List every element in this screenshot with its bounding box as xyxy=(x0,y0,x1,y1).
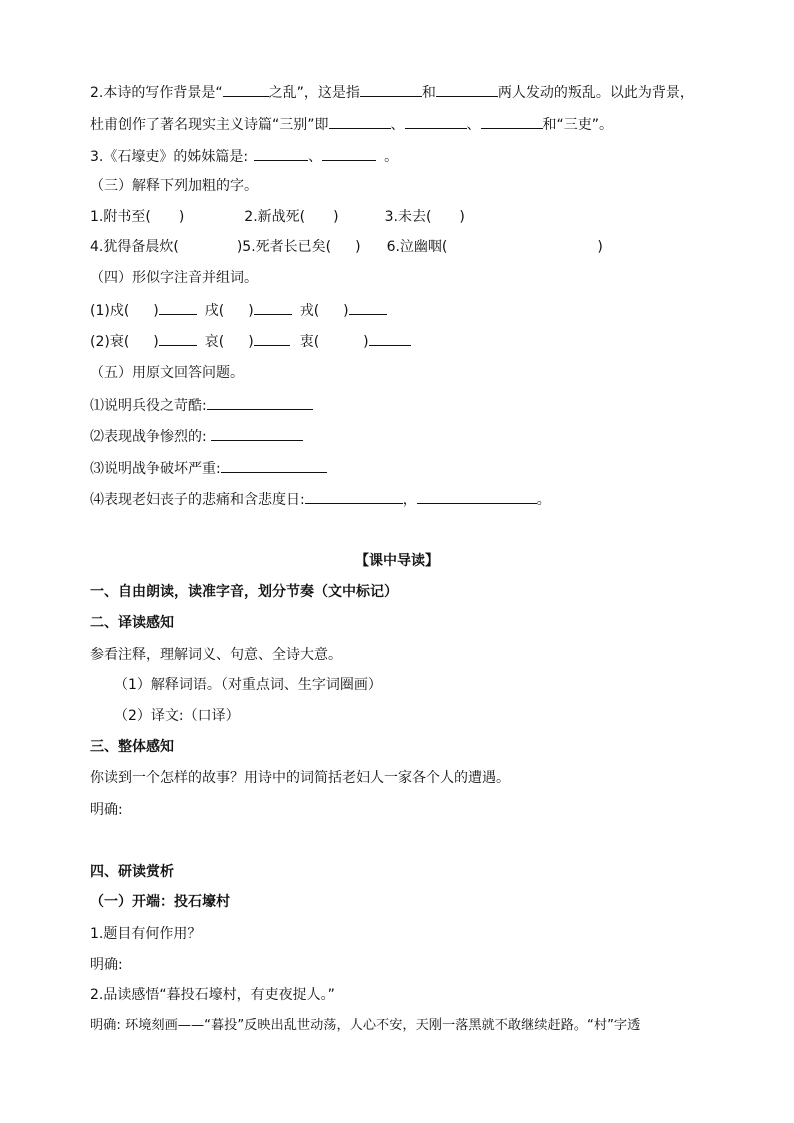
question-text: ⑶说明战争破坏严重: xyxy=(90,461,221,477)
blank[interactable] xyxy=(254,146,308,161)
guide-section-4-sub: （一）开端：投石壕村 xyxy=(90,894,230,910)
guide-section-3-text: 你读到一个怎样的故事？用诗中的词简括老妇人一家各个人的遭遇。 xyxy=(90,770,510,786)
blank[interactable] xyxy=(360,82,422,97)
paren-close: ) xyxy=(178,209,185,225)
char-1: (1)戍( xyxy=(90,303,130,319)
item-3: 3.未去( xyxy=(384,209,432,225)
paren-close: ) xyxy=(597,239,603,255)
blank[interactable] xyxy=(159,300,197,315)
section4-row2 xyxy=(90,331,411,352)
q2-line-2 xyxy=(90,114,613,135)
answer-blank[interactable] xyxy=(207,395,313,410)
paren-close: ) xyxy=(153,303,159,319)
q2-line-1 xyxy=(90,82,694,103)
section5-q1 xyxy=(90,395,313,416)
paren-close: ) xyxy=(363,334,369,350)
guide-section-2: 二、译读感知 xyxy=(90,615,174,631)
q2-text-d: 两人发动的叛乱。以此为背景， xyxy=(497,85,694,101)
q2-text-h: 和“三吏”。 xyxy=(542,117,614,133)
question-text: ⑵表现战争惨烈的: xyxy=(90,429,207,445)
blank[interactable] xyxy=(349,300,387,315)
paren-close: ) xyxy=(248,334,254,350)
q3-end: 。 xyxy=(384,149,399,165)
blank[interactable] xyxy=(159,331,197,346)
char-5: 哀( xyxy=(204,334,225,350)
section5-q4 xyxy=(90,489,551,510)
guide-section-2-text: 参看注释，理解词义、句意、全诗大意。 xyxy=(90,647,342,663)
answer-blank[interactable] xyxy=(221,458,327,473)
q2-sep-g: 、 xyxy=(466,117,481,133)
section4-title: （四）形似字注音并组词。 xyxy=(90,270,258,286)
char-6: 衷( xyxy=(299,334,320,350)
paren-close: ) xyxy=(343,303,349,319)
blank[interactable] xyxy=(436,82,498,97)
guide-heading: 【课中导读】 xyxy=(355,553,439,569)
blank[interactable] xyxy=(254,300,292,315)
answer-blank[interactable] xyxy=(305,489,403,504)
blank[interactable] xyxy=(369,331,411,346)
blank[interactable] xyxy=(322,146,376,161)
section5-q3 xyxy=(90,458,327,479)
answer-blank[interactable] xyxy=(417,489,537,504)
char-2: 戌( xyxy=(204,303,225,319)
blank[interactable] xyxy=(254,331,290,346)
section3-title: （三）解释下列加粗的字。 xyxy=(90,178,258,194)
blank[interactable] xyxy=(405,114,467,129)
question-text: ⑷表现老妇丧子的悲痛和含悲度日: xyxy=(90,492,305,508)
q3-text-a: 3.《石壕吏》的姊妹篇是: xyxy=(90,149,249,165)
q3-sep: 、 xyxy=(308,149,323,165)
section5-title: （五）用原文回答问题。 xyxy=(90,365,244,381)
question-text: ⑴说明兵役之苛酷: xyxy=(90,398,207,414)
item-2: 2.新战死( xyxy=(244,209,306,225)
item-6: 6.泣幽咽( xyxy=(386,239,448,255)
section3-row2 xyxy=(90,237,603,257)
char-4: (2)衰( xyxy=(90,334,130,350)
answer-blank[interactable] xyxy=(211,426,303,441)
paren-close: ) xyxy=(355,239,361,255)
guide-section-4-q2: 2.品读感悟“暮投石壕村，有吏夜捉人。” xyxy=(90,987,335,1003)
item-5: )5.死者长已矣( xyxy=(236,239,332,255)
guide-section-3-answer: 明确: xyxy=(90,802,123,818)
guide-section-4-q1: 1.题目有何作用？ xyxy=(90,926,202,942)
guide-section-2-item-1: （1）解释词语。（对重点词、生字词圈画） xyxy=(114,677,382,693)
guide-section-4-q2-answer: 明确: 环境刻画——“暮投”反映出乱世动荡，人心不安，天刚一落黑就不敢继续赶路。“村”字透 xyxy=(90,1018,641,1033)
period: 。 xyxy=(536,492,551,508)
guide-section-4: 四、研读赏析 xyxy=(90,864,174,880)
q2-text-c: 和 xyxy=(421,85,436,101)
paren-close: ) xyxy=(333,209,339,225)
q2-text-e: 杜甫创作了著名现实主义诗篇“三别”即 xyxy=(90,117,329,133)
separator: ， xyxy=(402,492,417,508)
item-4: 4.犹得备晨炊( xyxy=(90,239,179,255)
section3-row1 xyxy=(90,207,465,227)
section5-q2 xyxy=(90,426,303,447)
q3-line xyxy=(90,146,398,167)
guide-section-2-item-2: （2）译文:（口译） xyxy=(114,708,240,724)
paren-close: ) xyxy=(248,303,254,319)
guide-section-1: 一、自由朗读，读准字音，划分节奏（文中标记） xyxy=(90,584,398,600)
paren-close: ) xyxy=(459,209,465,225)
char-3: 戎( xyxy=(299,303,320,319)
guide-section-3: 三、整体感知 xyxy=(90,739,174,755)
q2-text-b: 之乱”，这是指 xyxy=(268,85,360,101)
q2-text-a: 2.本诗的写作背景是“ xyxy=(90,85,223,101)
item-1: 1.附书至( xyxy=(90,209,151,225)
section4-row1 xyxy=(90,300,387,321)
blank[interactable] xyxy=(223,82,269,97)
blank[interactable] xyxy=(329,114,391,129)
q2-sep-f: 、 xyxy=(390,117,405,133)
guide-section-4-q1-answer: 明确: xyxy=(90,957,123,973)
paren-close: ) xyxy=(153,334,159,350)
blank[interactable] xyxy=(481,114,543,129)
